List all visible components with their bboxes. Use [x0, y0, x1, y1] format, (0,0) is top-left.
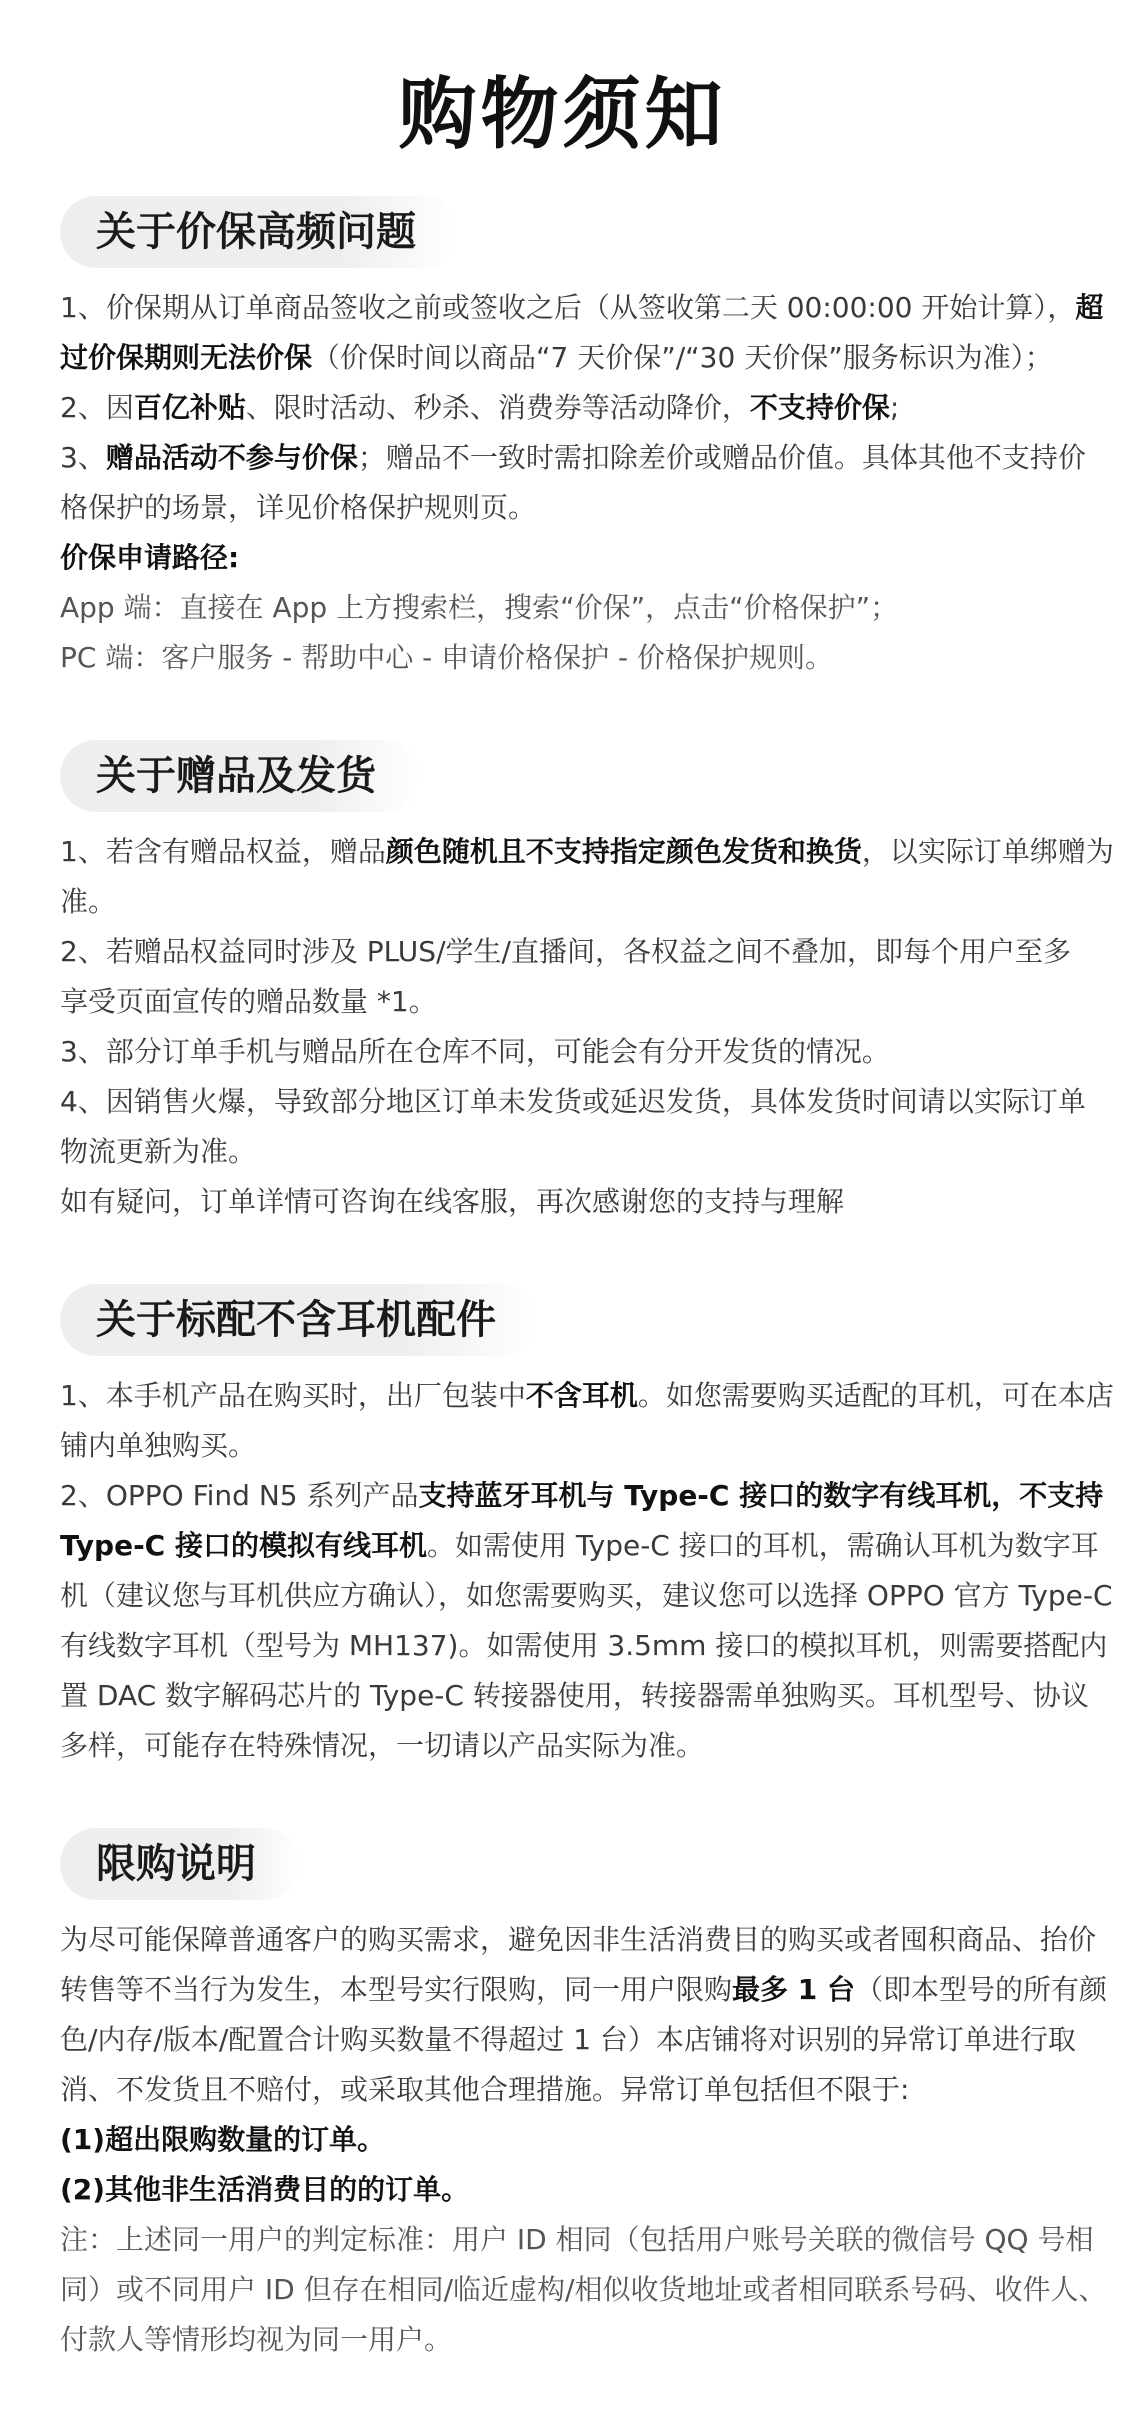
- section-heading-gifts-shipping: 关于赠品及发货: [60, 740, 420, 812]
- paragraph-line: App 端：直接在 App 上方搜索栏，搜索“价保”，点击“价格保护”；: [60, 591, 899, 624]
- paragraph-line: 2、若赠品权益同时涉及 PLUS/学生/直播间，各权益之间不叠加，即每个用户至多: [60, 935, 1071, 968]
- paragraph-line: 物流更新为准。: [60, 1135, 257, 1168]
- paragraph-line: 置 DAC 数字解码芯片的 Type-C 转接器使用，转接器需单独购买。耳机型号、协议: [60, 1679, 1089, 1712]
- paragraph-line: 准。: [60, 885, 117, 918]
- paragraph-line: 有线数字耳机（型号为 MH137)。如需使用 3.5mm 接口的模拟耳机，则需要搭配内: [60, 1629, 1108, 1662]
- paragraph-line: 铺内单独购买。: [60, 1429, 257, 1462]
- section-heading-no-earphones: 关于标配不含耳机配件: [60, 1284, 540, 1356]
- paragraph-line: 1、价保期从订单商品签收之前或签收之后（从签收第二天 00:00:00 开始计算），超: [60, 291, 1104, 324]
- paragraph-line: 消、不发货且不赔付，或采取其他合理措施。异常订单包括但不限于:: [60, 2073, 910, 2106]
- paragraph-line: Type-C 接口的模拟有线耳机。如需使用 Type-C 接口的耳机，需确认耳机为数字耳: [60, 1529, 1099, 1562]
- paragraph-line: PC 端：客户服务 - 帮助中心 - 申请价格保护 - 价格保护规则。: [60, 641, 834, 674]
- paragraph-line: 2、因百亿补贴、限时活动、秒杀、消费券等活动降价，不支持价保;: [60, 391, 900, 424]
- paragraph-line: 转售等不当行为发生，本型号实行限购，同一用户限购最多 1 台（即本型号的所有颜: [60, 1973, 1108, 2006]
- section-heading-price-protection: 关于价保高频问题: [60, 196, 460, 268]
- paragraph-line: 3、赠品活动不参与价保；赠品不一致时需扣除差价或赠品价值。具体其他不支持价: [60, 441, 1086, 474]
- paragraph-line: 1、本手机产品在购买时，出厂包装中不含耳机。如您需要购买适配的耳机，可在本店: [60, 1379, 1114, 1412]
- paragraph-line: 多样，可能存在特殊情况，一切请以产品实际为准。: [60, 1729, 705, 1762]
- section-heading-purchase-limit: 限购说明: [60, 1828, 300, 1900]
- paragraph-line: 注：上述同一用户的判定标准：用户 ID 相同（包括用户账号关联的微信号 QQ 号相: [60, 2223, 1094, 2256]
- paragraph-line: 享受页面宣传的赠品数量 *1。: [60, 985, 437, 1018]
- paragraph-line: 2、OPPO Find N5 系列产品支持蓝牙耳机与 Type-C 接口的数字有线耳机，不支持: [60, 1479, 1104, 1512]
- paragraph-line: 为尽可能保障普通客户的购买需求，避免因非生活消费目的购买或者囤积商品、抬价: [60, 1923, 1097, 1956]
- paragraph-line: 4、因销售火爆，导致部分地区订单未发货或延迟发货，具体发货时间请以实际订单: [60, 1085, 1086, 1118]
- paragraph-line: 过价保期则无法价保（价保时间以商品“7 天价保”/“30 天价保”服务标识为准）；: [60, 341, 1053, 374]
- paragraph-line: 格保护的场景，详见价格保护规则页。: [60, 491, 537, 524]
- paragraph-line: (1)超出限购数量的订单。: [60, 2123, 386, 2156]
- paragraph-line: 同）或不同用户 ID 但存在相同/临近虚构/相似收货地址或者相同联系号码、收件人、: [60, 2273, 1107, 2306]
- paragraph-line: 付款人等情形均视为同一用户。: [60, 2323, 453, 2356]
- paragraph-line: 3、部分订单手机与赠品所在仓库不同，可能会有分开发货的情况。: [60, 1035, 890, 1068]
- paragraph-line: 如有疑问，订单详情可咨询在线客服，再次感谢您的支持与理解: [60, 1185, 845, 1218]
- paragraph-line: 价保申请路径:: [60, 541, 240, 574]
- paragraph-line: (2)其他非生活消费目的的订单。: [60, 2173, 470, 2206]
- page-title: 购物须知: [398, 70, 727, 160]
- paragraph-line: 机（建议您与耳机供应方确认），如您需要购买，建议您可以选择 OPPO 官方 Type-C: [60, 1579, 1113, 1612]
- paragraph-line: 1、若含有赠品权益，赠品颜色随机且不支持指定颜色发货和换货，以实际订单绑赠为: [60, 835, 1114, 868]
- paragraph-line: 色/内存/版本/配置合计购买数量不得超过 1 台）本店铺将对识别的异常订单进行取: [60, 2023, 1076, 2056]
